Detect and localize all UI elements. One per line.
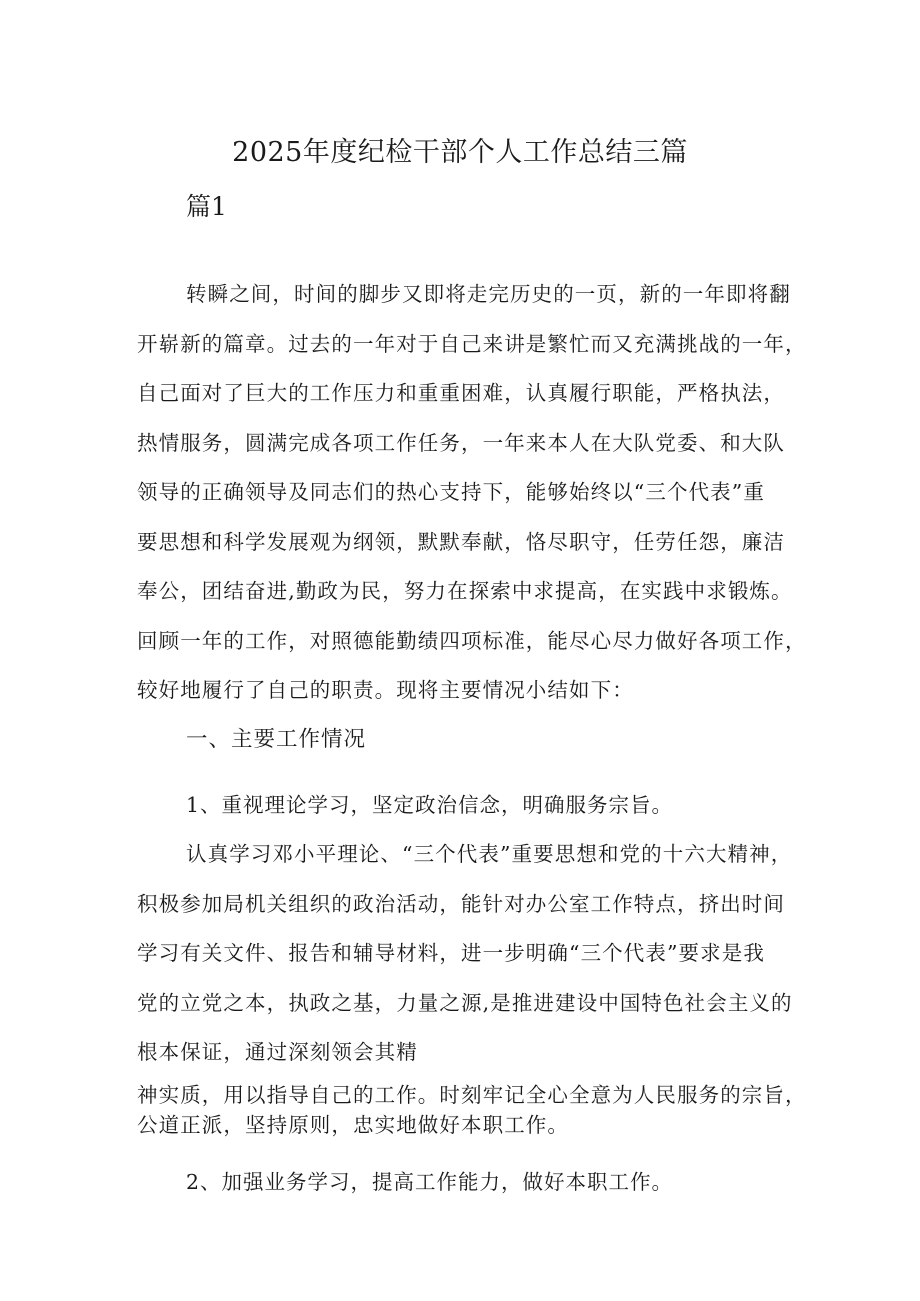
paragraph-line: 奉公，团结奋进,勤政为民，努力在探索中求提高，在实践中求锻炼。 xyxy=(137,579,793,603)
intro-paragraph xyxy=(137,270,807,716)
continuation-paragraph xyxy=(137,1080,807,1140)
paragraph-line: 回顾一年的工作，对照德能勤绩四项标准，能尽心尽力做好各项工作， xyxy=(137,628,807,653)
study-paragraph xyxy=(137,830,807,1078)
paragraph-line: 神实质，用以指导自己的工作。时刻牢记全心全意为人民服务的宗旨， xyxy=(137,1083,807,1107)
paragraph-line: 学习有关文件、报告和辅导材料，进一步明确“三个代表”要求是我 xyxy=(137,941,765,965)
heading-item-2: 2、加强业务学习，提高工作能力，做好本职工作。 xyxy=(186,1170,674,1194)
paragraph-line: 要思想和科学发展观为纲领，默默奉献，恪尽职守，任劳任怨，廉洁 xyxy=(137,529,785,554)
heading-item-1: 1、重视理论学习，坚定政治信念，明确服务宗旨。 xyxy=(186,793,674,817)
paragraph-line: 党的立党之本，执政之基，力量之源,是推进建设中国特色社会主义的 xyxy=(137,990,793,1015)
paragraph-line: 较好地履行了自己的职责。现将主要情况小结如下： xyxy=(137,678,634,702)
paragraph-line: 积极参加局机关组织的政治活动，能针对办公室工作特点，挤出时间 xyxy=(137,891,785,916)
paragraph-line: 转瞬之间，时间的脚步又即将走完历史的一页，新的一年即将翻 xyxy=(186,282,791,306)
paragraph-line: 开崭新的篇章。过去的一年对于自己来讲是繁忙而又充满挑战的一年， xyxy=(137,331,807,356)
heading-main-work: 一、主要工作情况 xyxy=(186,727,367,752)
paragraph-line: 根本保证，通过深刻领会其精 xyxy=(137,1040,418,1064)
section-label: 篇1 xyxy=(186,192,227,221)
paragraph-line: 公道正派，坚持原则，忠实地做好本职工作。 xyxy=(137,1113,569,1137)
paragraph-line: 认真学习邓小平理论、“三个代表”重要思想和党的十六大精神， xyxy=(186,842,793,866)
paragraph-line: 领导的正确领导及同志们的热心支持下，能够始终以“三个代表”重 xyxy=(137,480,765,504)
paragraph-line: 热情服务，圆满完成各项工作任务，一年来本人在大队党委、和大队 xyxy=(137,430,785,455)
document-title: 2025年度纪检干部个人工作总结三篇 xyxy=(232,137,688,168)
paragraph-line: 自己面对了巨大的工作压力和重重困难，认真履行职能，严格执法， xyxy=(137,381,785,405)
